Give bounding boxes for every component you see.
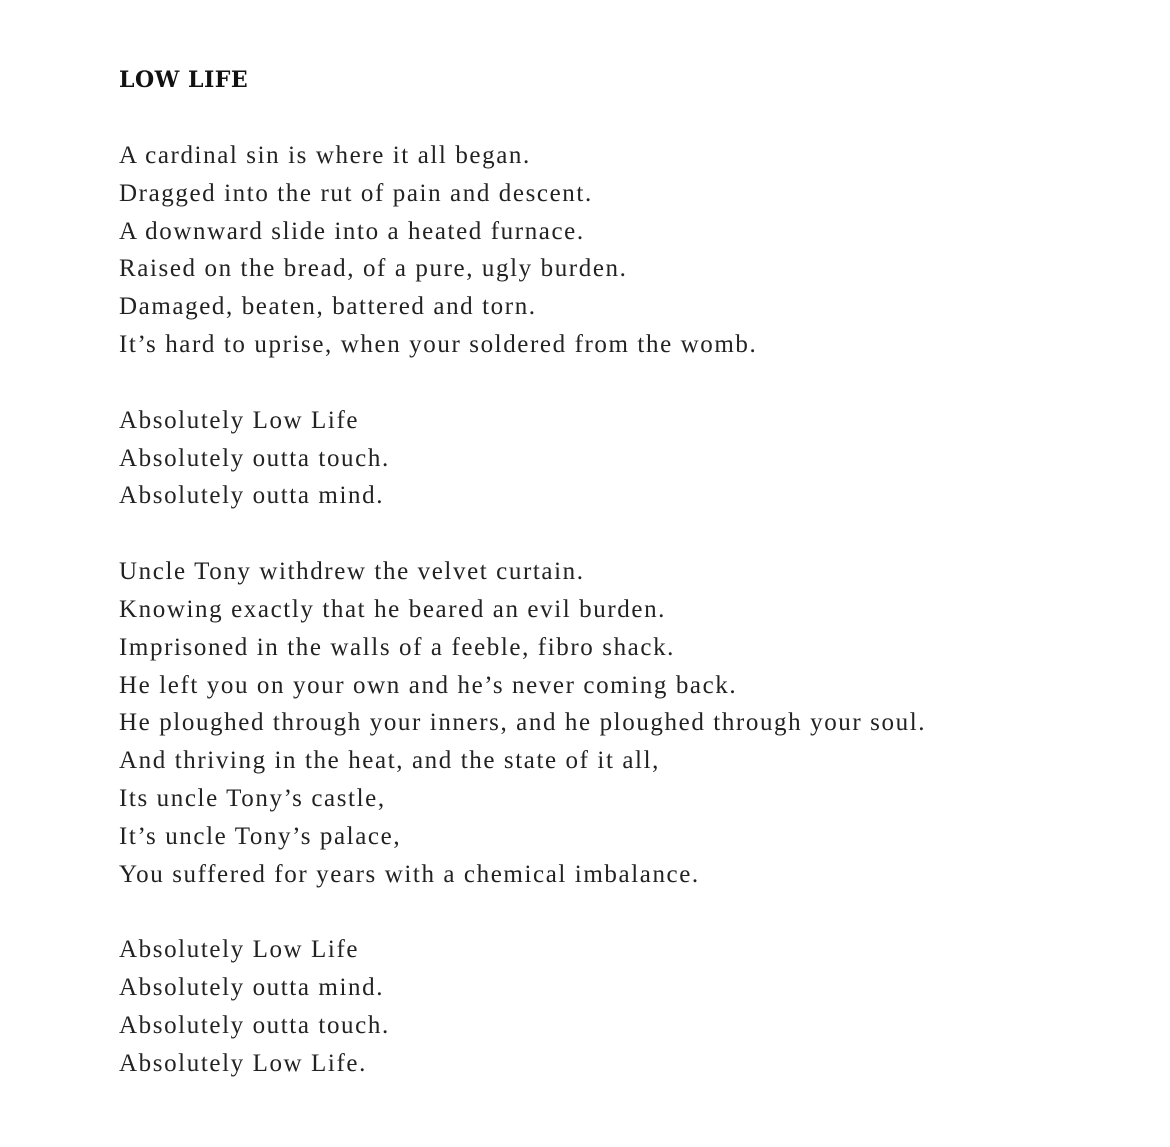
poem-line: Absolutely Low Life.	[119, 1049, 367, 1077]
poem-line: Its uncle Tony’s castle,	[119, 784, 386, 812]
poem-line: A cardinal sin is where it all began.	[119, 142, 531, 169]
poem-line: And thriving in the heat, and the state of it all,	[119, 747, 660, 775]
poem-line: Absolutely Low Life	[119, 936, 360, 964]
poem-title: LOW LIFE	[119, 67, 249, 93]
poem-line: Imprisoned in the walls of a feeble, fibro shack.	[119, 633, 676, 661]
poem-line: Raised on the bread, of a pure, ugly burden.	[119, 255, 628, 283]
poem-line: A downward slide into a heated furnace.	[119, 217, 585, 245]
poem-line: Knowing exactly that he beared an evil burden.	[119, 595, 667, 623]
poem-line: Dragged into the rut of pain and descent.	[119, 179, 593, 207]
poem-page	[119, 62, 1130, 1121]
poem-line: You suffered for years with a chemical imbalance.	[119, 860, 700, 888]
poem-line: Absolutely outta touch.	[119, 444, 390, 472]
poem-line: Absolutely outta touch.	[119, 1011, 390, 1039]
poem-line: Absolutely outta mind.	[119, 482, 385, 510]
stanza-3	[119, 553, 1130, 893]
poem-line: Absolutely outta mind.	[119, 974, 385, 1002]
poem-line: Absolutely Low Life	[119, 406, 360, 434]
poem-line: Damaged, beaten, battered and torn.	[119, 293, 537, 321]
stanza-2-chorus	[119, 402, 1130, 515]
stanza-1	[119, 137, 1130, 364]
poem-line: It’s hard to uprise, when your soldered from the womb.	[119, 330, 758, 358]
poem-line: He left you on your own and he’s never coming back.	[119, 671, 738, 699]
stanza-4-chorus	[119, 931, 1130, 1082]
poem-line: Uncle Tony withdrew the velvet curtain.	[119, 558, 585, 586]
poem-line: It’s uncle Tony’s palace,	[119, 822, 402, 850]
poem-line: He ploughed through your inners, and he ploughed through your soul.	[119, 709, 927, 737]
